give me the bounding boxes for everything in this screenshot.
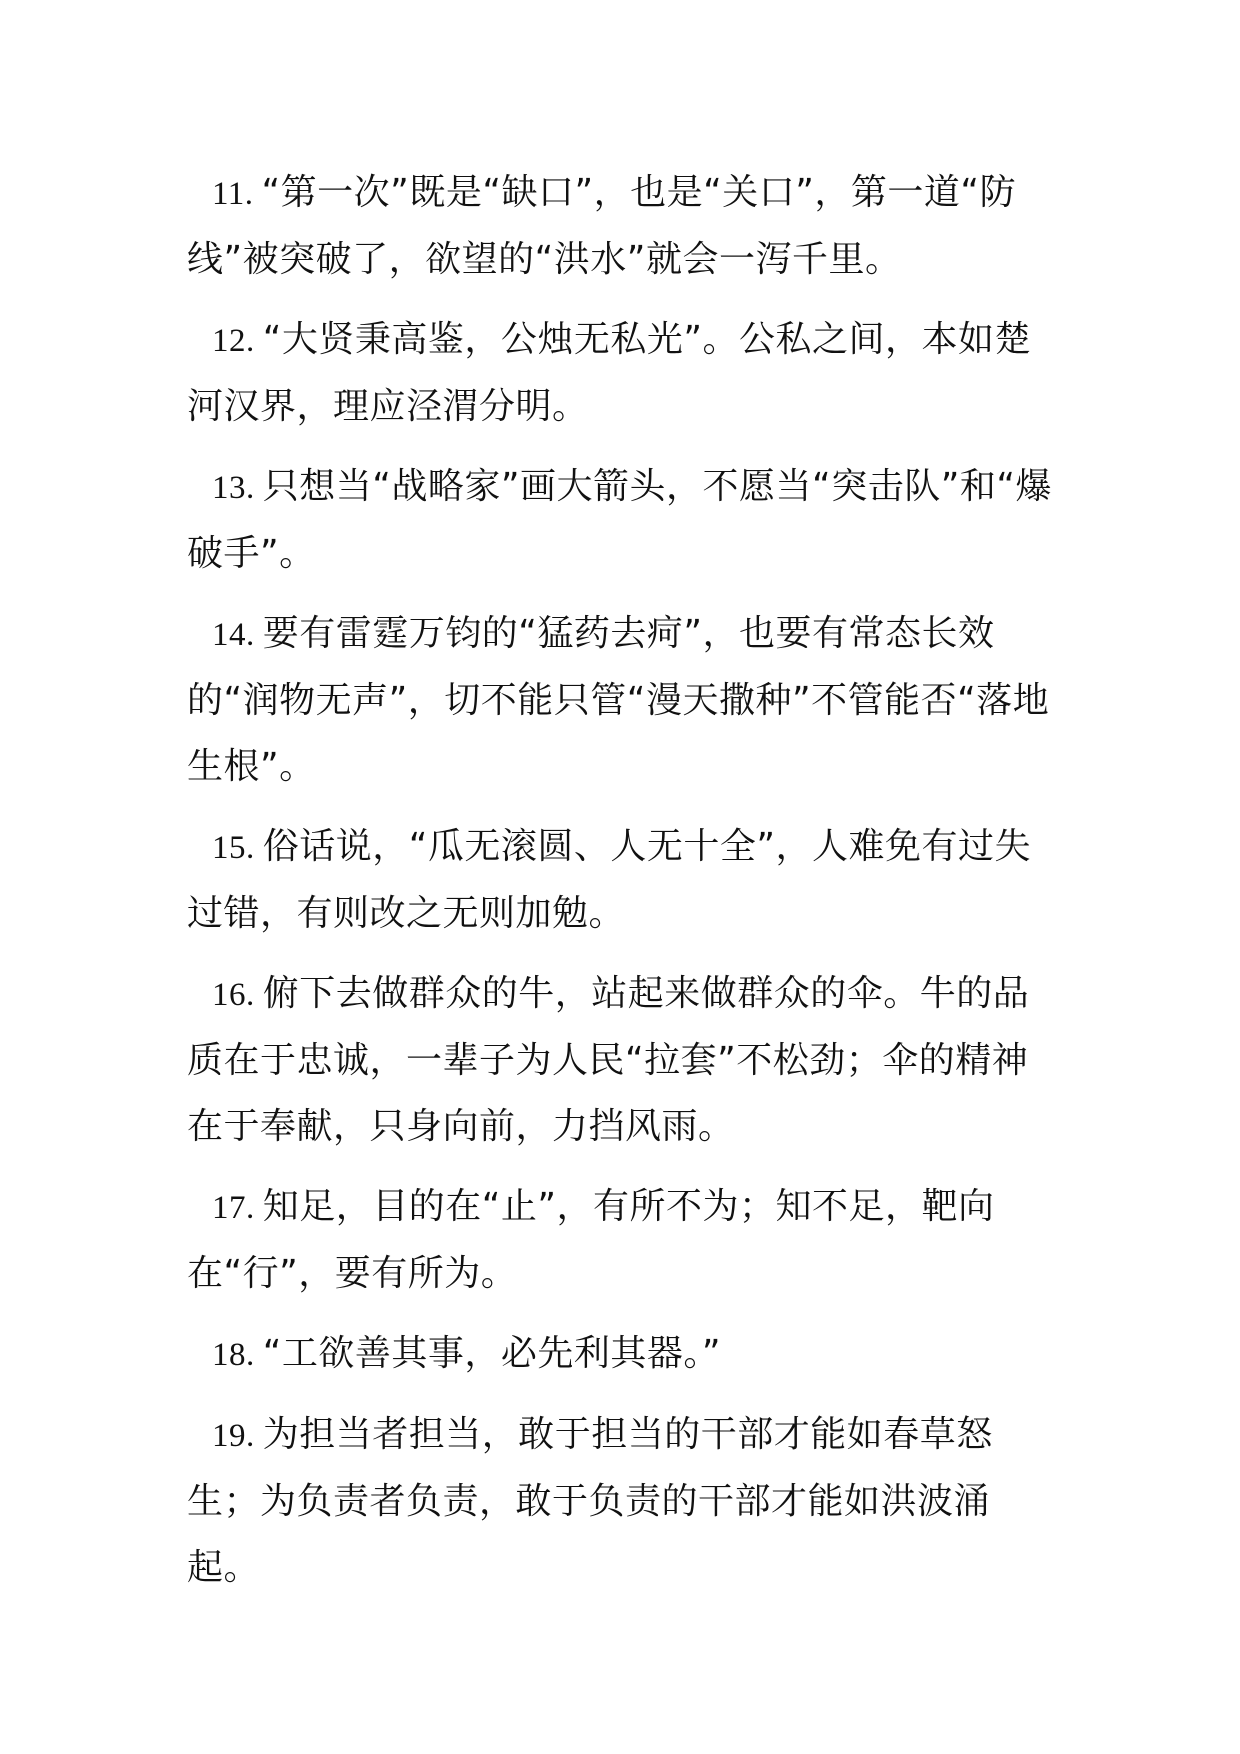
- paragraph-text: 只想当“战略家”画大箭头，不愿当“突击队”和“爆破手”。: [187, 466, 1053, 574]
- paragraph-13: [187, 454, 1057, 587]
- paragraph-number: 17.: [212, 1190, 255, 1226]
- paragraph-11: [187, 160, 1057, 293]
- paragraph-number: 11.: [212, 176, 254, 212]
- paragraph-16: [187, 961, 1057, 1160]
- paragraph-number: 19.: [212, 1418, 255, 1454]
- paragraph-12: [187, 307, 1057, 440]
- paragraph-text: “第一次”既是“缺口”，也是“关口”，第一道“防线”被突破了，欲望的“洪水”就会一泻千里。: [187, 172, 1017, 280]
- paragraph-15: [187, 814, 1057, 947]
- paragraph-number: 15.: [212, 830, 255, 866]
- paragraph-number: 13.: [212, 470, 255, 506]
- paragraph-text: “工欲善其事，必先利其器。”: [262, 1333, 722, 1374]
- document-body: [187, 160, 1057, 1615]
- paragraph-18: [187, 1321, 1057, 1388]
- paragraph-text: “大贤秉高鉴，公烛无私光”。公私之间，本如楚河汉界，理应泾渭分明。: [187, 319, 1032, 427]
- paragraph-19: [187, 1402, 1057, 1601]
- paragraph-number: 16.: [212, 977, 255, 1013]
- paragraph-text: 要有雷霆万钧的“猛药去疴”，也要有常态长效的“润物无声”，切不能只管“漫天撒种”不管能否“落地生根”。: [187, 613, 1050, 787]
- paragraph-number: 14.: [212, 617, 255, 653]
- paragraph-14: [187, 601, 1057, 800]
- paragraph-17: [187, 1174, 1057, 1307]
- paragraph-text: 为担当者担当，敢于担当的干部才能如春草怒生；为负责者负责，敢于负责的干部才能如洪波涌起。: [187, 1414, 993, 1588]
- paragraph-number: 18.: [212, 1337, 255, 1373]
- paragraph-number: 12.: [212, 323, 255, 359]
- paragraph-text: 俯下去做群众的牛，站起来做群众的伞。牛的品质在于忠诚，一辈子为人民“拉套”不松劲；伞的精神在于奉献，只身向前，力挡风雨。: [187, 973, 1030, 1147]
- paragraph-text: 知足，目的在“止”，有所不为；知不足，靶向在“行”，要有所为。: [187, 1186, 995, 1294]
- paragraph-text: 俗话说，“瓜无滚圆、人无十全”，人难免有过失过错，有则改之无则加勉。: [187, 826, 1032, 934]
